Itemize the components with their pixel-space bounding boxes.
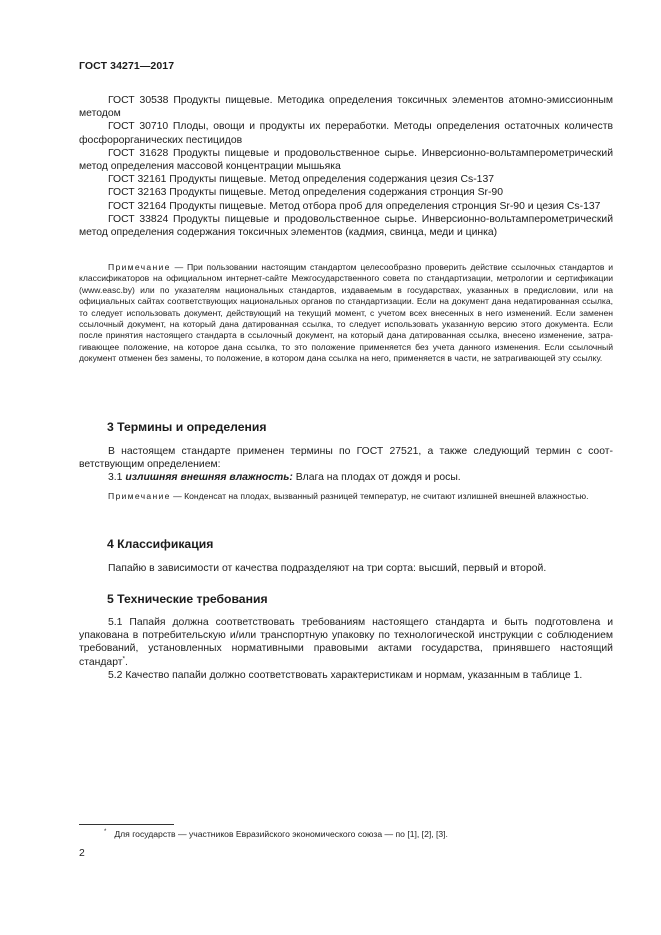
reference-item: ГОСТ 30710 Плоды, овощи и продукты их переработки. Методы определения остаточных количеств фосфорорганических пестицидов [79, 121, 613, 146]
clause-5-2: 5.2 Качество папайи должно соответствовать характеристикам и нормам, указанным в таблице 1. [108, 669, 583, 681]
footnote-text: Для государств — участников Евразийского экономического союза — по [1], [2], [3]. [114, 829, 448, 839]
section-heading: 3 Термины и определения [107, 420, 267, 434]
term-number: 3.1 [108, 472, 123, 484]
footnote-divider [79, 824, 174, 825]
reference-item: ГОСТ 32161 Продукты пищевые. Метод определения содержания цезия Cs-137 [108, 174, 495, 186]
reference-item: ГОСТ 30538 Продукты пищевые. Методика определения токсичных элементов атомно-эмиссионным методом [79, 95, 613, 120]
term-text: Влага на плодах от дождя и росы. [295, 472, 461, 484]
note-label: Примечание [108, 262, 171, 272]
section-heading: 5 Технические требования [107, 592, 268, 606]
section-3 [79, 420, 613, 502]
document-header: ГОСТ 34271—2017 [79, 60, 175, 72]
section-5 [79, 592, 613, 682]
reference-item: ГОСТ 32163 Продукты пищевые. Метод определения содержания стронция Sr-90 [108, 187, 503, 199]
term: излишняя внешняя влажность: [125, 472, 293, 484]
normative-references [79, 94, 613, 239]
term-definition [79, 471, 613, 484]
section-heading: 4 Классификация [107, 537, 214, 551]
section-text: Папайю в зависимости от качества подразделяют на три сорта: высший, первый и второй. [108, 563, 547, 574]
note-text: — Конденсат на плодах, вызванный разницей температур, не считают излишней внешней влажностью. [173, 490, 589, 501]
page-number: 2 [79, 848, 85, 859]
references-note [79, 262, 613, 365]
note-text: — При пользовании настоящим стандартом целесообразно проверить действие ссылочных стандартов и классификаторов на официальном интернет-сайте Межгосударственного совета по стандартизации, метрологии и сертификации (www.easc.by) или по указателям национальных стандартов, издаваемым в государствах, указанных в предисловии, или на официальных сайтах соответствующих национальных органов по стандартизации. Если на документ дана недатированная ссылка, то следует использовать документ, действующий на текущий момент, с учетом всех внесенных в него изменений. Если заменен ссылочный документ, на который дана датированная ссылка, то следует использовать указанную версию этого документа. Если после принятия настоящего стандарта в ссылочный документ, на который дана датированная ссылка, внесено изменение, затрагивающее положение, на которое дана ссылка, то это положение применяется без учета данного изменения. Если ссылочный документ отменен без замены, то положение, в котором дана ссылка на него, применяется в части, не затрагивающей эту ссылку. [79, 262, 614, 364]
clause-5-1: 5.1 Папайя должна соответствовать требованиям настоящего стандарта и быть подготовлена и упакована в потребительскую и/или транспортную упаковку по технологической инструкции с соблюдением требований, установленных нормативными правовыми актами государства, принявшего настоящий стандарт*. [79, 617, 613, 668]
footnote-mark: * [104, 829, 107, 836]
section-4 [79, 537, 613, 575]
reference-item: ГОСТ 31628 Продукты пищевые и продовольственное сырье. Инверсионно-вольтамперометрический метод определения массовой концентрации мышьяка [79, 147, 613, 173]
reference-item: ГОСТ 33824 Продукты пищевые и продовольственное сырье. Инверсионно-вольтамперометрический метод определения содержания токсичных элементов (кадмия, свинца, меди и цинка) [79, 213, 613, 239]
note-label: Примечание [108, 490, 171, 501]
section-intro: В настоящем стандарте применен термины по ГОСТ 27521, а также следующий термин с соответствующим определением: [79, 446, 613, 471]
footnote [104, 829, 448, 840]
reference-item: ГОСТ 32164 Продукты пищевые. Метод отбора проб для определения стронция Sr-90 и цезия Cs-137 [108, 200, 601, 212]
